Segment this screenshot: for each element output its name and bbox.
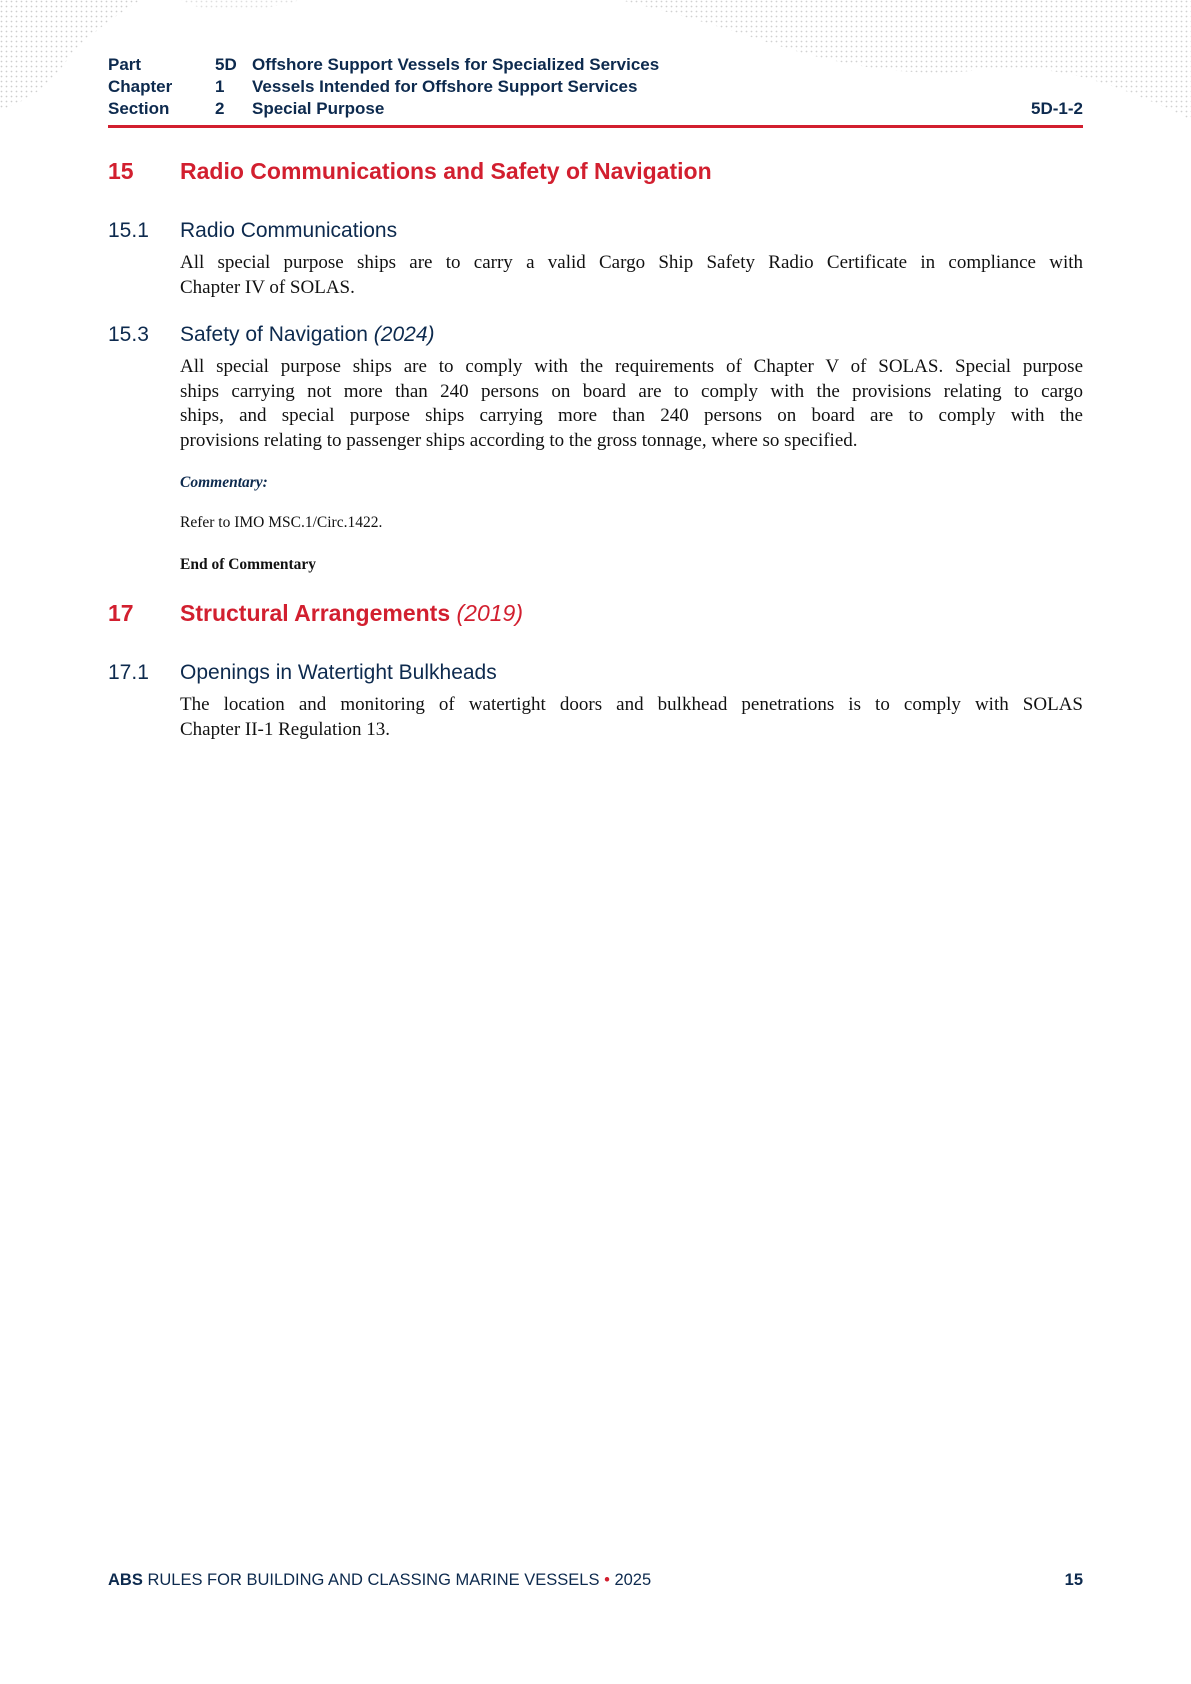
header-title: Vessels Intended for Offshore Support Services [252,77,638,96]
body-line: ships, and special purpose ships carrying more than 240 persons on board are to comply with the [180,405,1083,426]
body-line: Chapter IV of SOLAS. [180,276,355,298]
subsection-title: Safety of Navigation [180,323,368,346]
commentary-end: End of Commentary [180,556,317,573]
footer-year: 2025 [614,1571,652,1589]
header-section-ref: 5D-1-2 [1031,99,1083,118]
section-number: 17 [108,600,134,626]
header-number: 2 [215,99,225,118]
section-number: 15 [108,158,134,184]
body-line: The location and monitoring of watertight doors and bulkhead penetrations is to comply with SOLAS [180,694,1083,715]
subsection-number: 15.1 [108,219,149,242]
header-title: Offshore Support Vessels for Specialized Services [252,55,660,74]
revision-year: (2019) [456,600,523,626]
body-line: provisions relating to passenger ships according to the gross tonnage, where so specified. [180,429,858,451]
page-number: 15 [1064,1571,1083,1589]
subsection-15-3-body [180,355,1083,453]
footer-title: RULES FOR BUILDING AND CLASSING MARINE VESSELS [147,1571,600,1589]
header-label: Chapter [108,77,173,96]
subsection-number: 17.1 [108,661,149,684]
commentary-label: Commentary: [180,474,268,491]
body-line: All special purpose ships are to comply with the requirements of Chapter V of SOLAS. Special purpose [180,356,1083,377]
body-line: ships carrying not more than 240 persons on board are to comply with the provisions relating to cargo [180,380,1083,402]
page-footer [108,1571,1083,1595]
subsection-title: Radio Communications [180,219,398,242]
header-part-row [108,54,1083,76]
body-line: Chapter II-1 Regulation 13. [180,718,391,740]
header-rule [108,125,1083,128]
footer-title-group [108,1571,651,1590]
subsection-title: Openings in Watertight Bulkheads [180,661,497,684]
subsection-17-1-body [180,693,1083,742]
section-title: Structural Arrangements [180,600,451,626]
header-label: Section [108,99,170,118]
running-header [108,54,1083,120]
header-chapter-row [108,76,1083,98]
header-number: 1 [215,77,225,96]
header-title: Special Purpose [252,99,385,118]
subsection-15-1-body [180,251,1083,300]
header-label: Part [108,55,142,74]
header-number: 5D [215,55,237,74]
body-line: All special purpose ships are to carry a valid Cargo Ship Safety Radio Certificate in compliance with [180,252,1083,273]
section-title-wrap [180,600,523,627]
commentary-text: Refer to IMO MSC.1/Circ.1422. [180,514,383,531]
subsection-number: 15.3 [108,323,149,346]
footer-brand: ABS [108,1571,143,1589]
subsection-title-wrap [180,323,435,347]
revision-year: (2024) [373,323,435,346]
header-section-row [108,98,1083,120]
footer-separator: • [604,1571,610,1589]
section-title: Radio Communications and Safety of Navigation [180,158,712,184]
